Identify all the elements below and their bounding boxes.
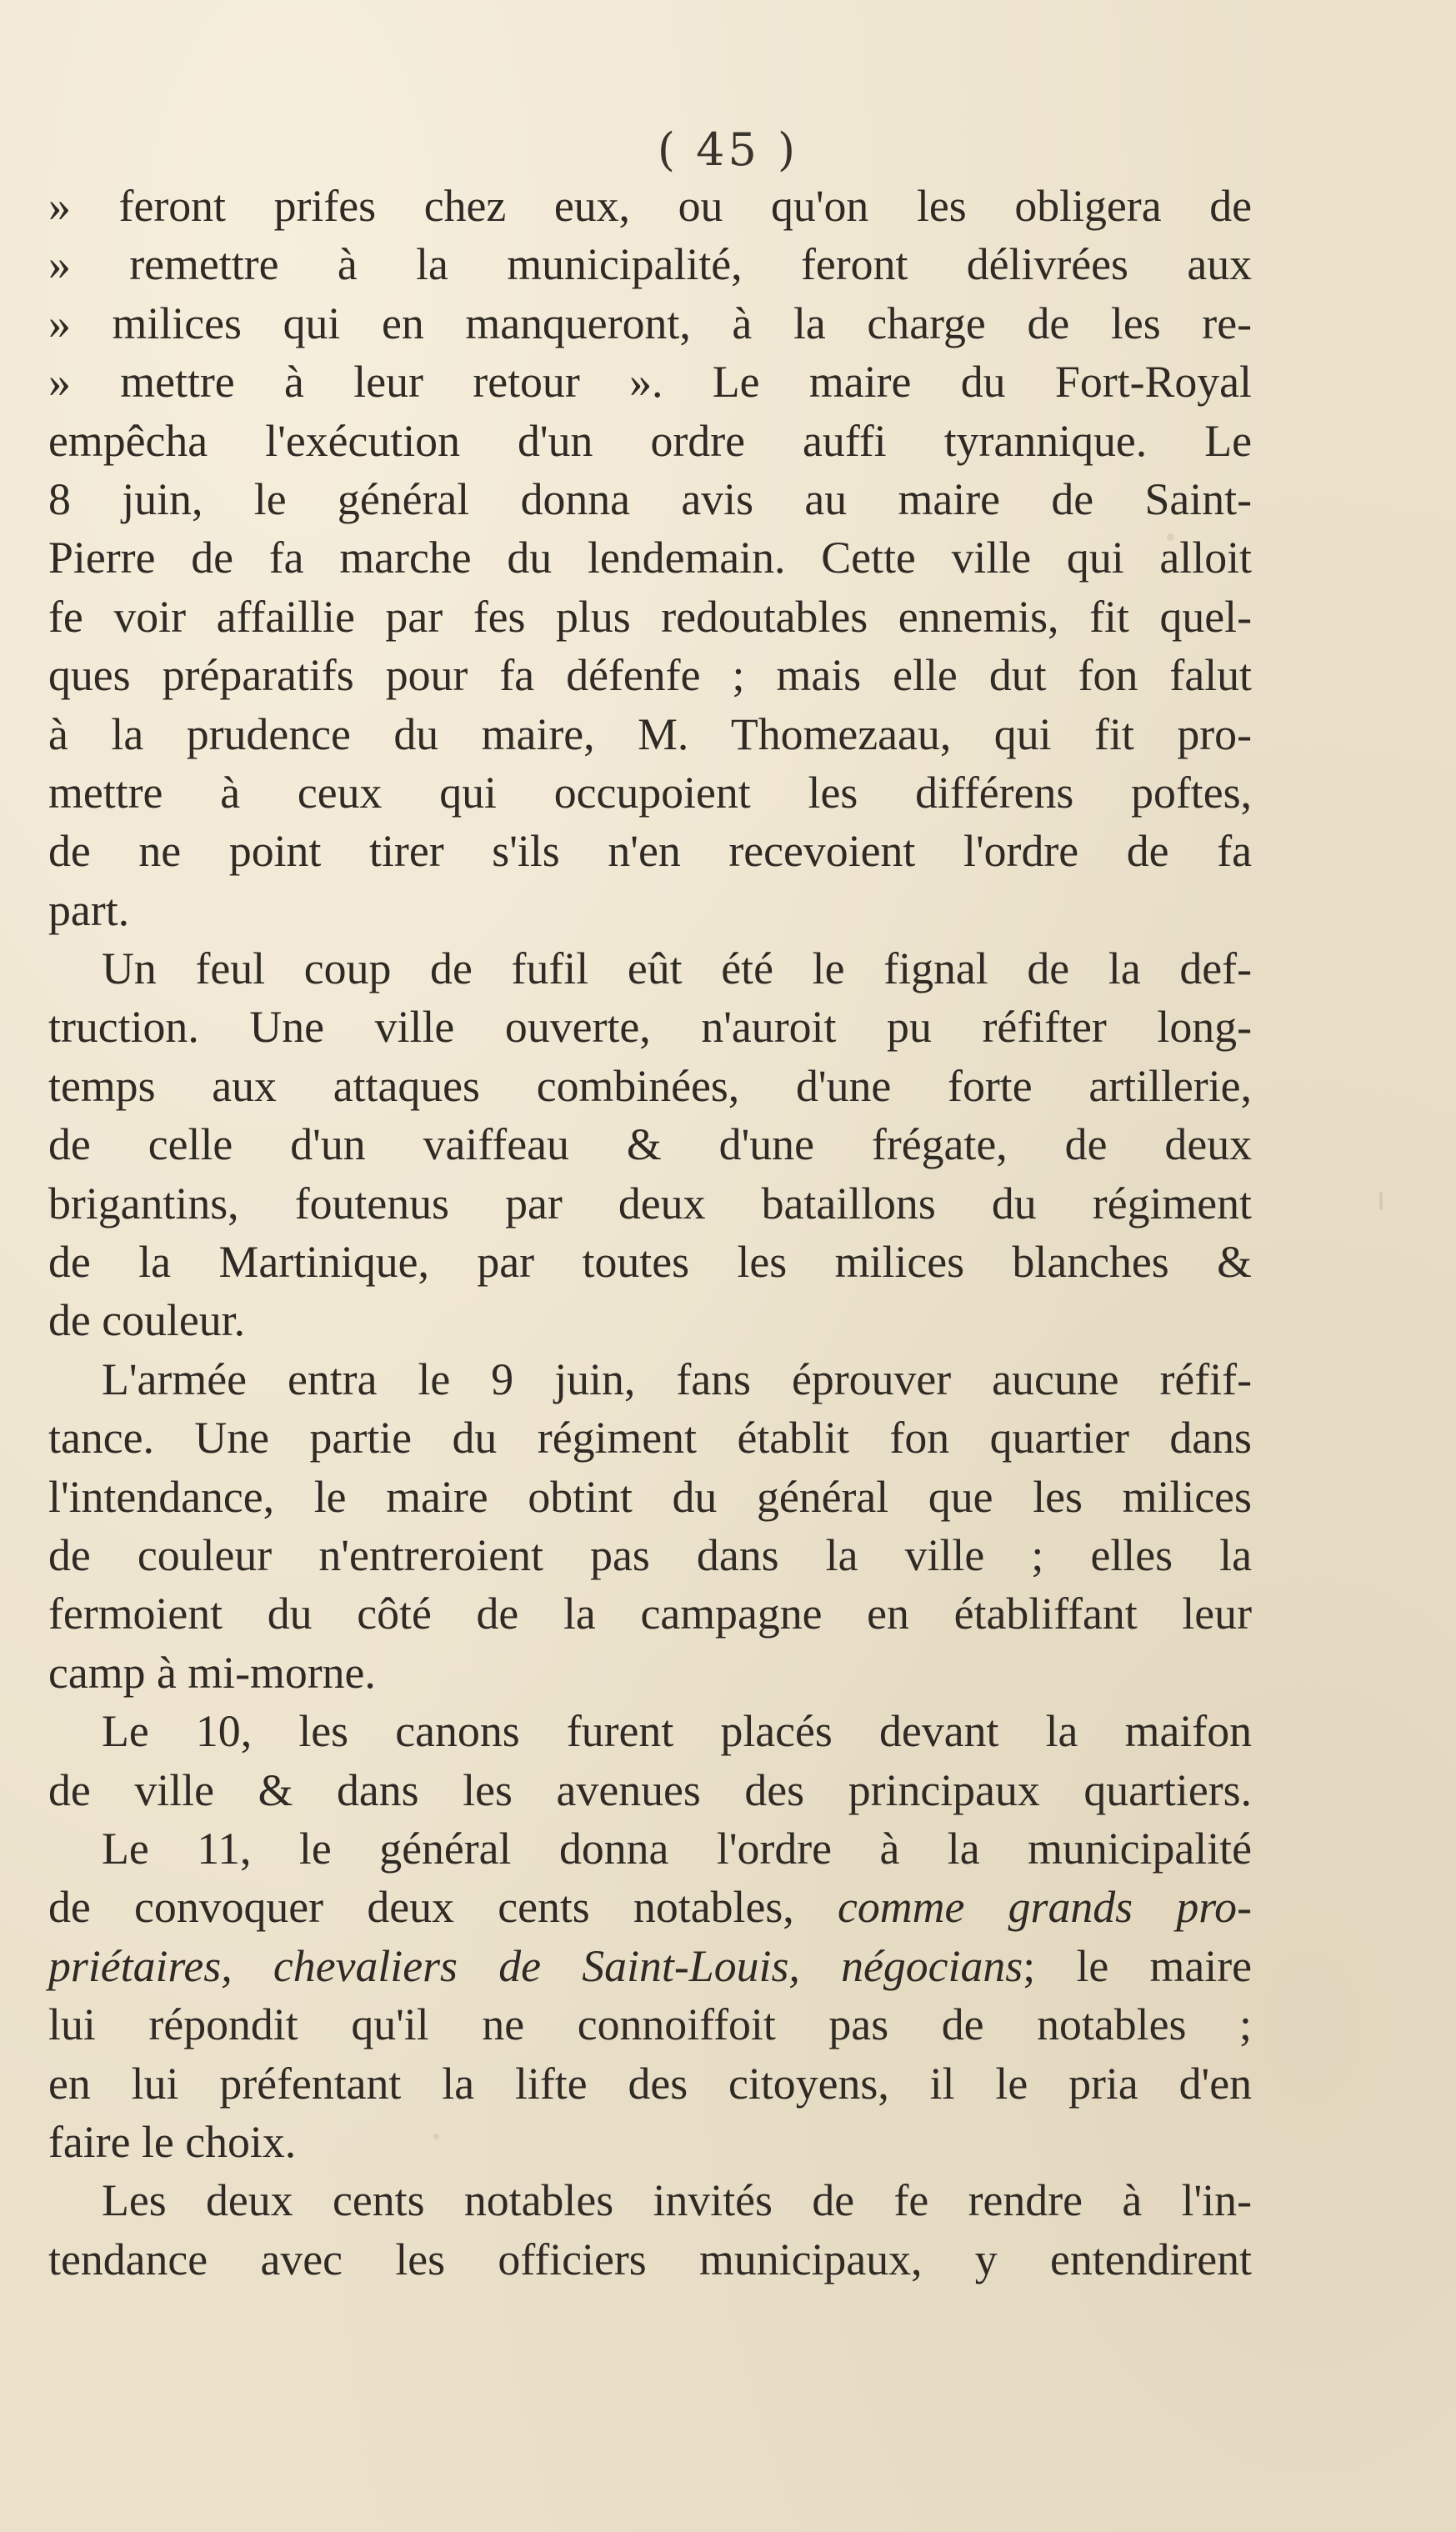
- text-line: fermoient du côté de la campagne en établiffant leur: [48, 1589, 1252, 1639]
- text-line: brigantins, foutenus par deux bataillons du régiment: [48, 1178, 1252, 1228]
- text-line: Pierre de fa marche du lendemain. Cette ville qui alloit: [48, 533, 1252, 583]
- page-number: ( 45 ): [657, 123, 799, 176]
- text-line: » milices qui en manqueront, à la charge de les re-: [48, 298, 1252, 348]
- italic-phrase: priétaires, chevaliers de Saint-Louis, négocians: [48, 1940, 1023, 1991]
- text-line: » feront prifes chez eux, ou qu'on les obligera de: [48, 181, 1252, 231]
- text-line: fe voir affaillie par fes plus redoutables ennemis, fit quel-: [48, 591, 1252, 642]
- text-line: camp à mi-morne.: [48, 1647, 376, 1698]
- paper-mark: [1379, 1192, 1383, 1210]
- text-line: de celle d'un vaiffeau & d'une frégate, de deux: [48, 1119, 1252, 1170]
- text-line: L'armée entra le 9 juin, fans éprouver aucune réfif-: [102, 1354, 1252, 1404]
- text-line: en lui préfentant la lifte des citoyens, il le pria d'en: [48, 2058, 1252, 2109]
- text-line: » mettre à leur retour ». Le maire du Fort-Royal: [48, 357, 1252, 408]
- text-line: de ville & dans les avenues des principaux quartiers.: [48, 1764, 1252, 1815]
- text-line: part.: [48, 884, 130, 935]
- text-line: tance. Une partie du régiment établit fon quartier dans: [48, 1413, 1252, 1464]
- text-line: de convoquer deux cents notables, comme grands pro-: [48, 1882, 1252, 1933]
- text-line: mettre à ceux qui occupoient les différens poftes,: [48, 767, 1252, 818]
- text-line: » remettre à la municipalité, feront délivrées aux: [48, 239, 1252, 290]
- text-line: de couleur.: [48, 1295, 246, 1346]
- body-text: [48, 177, 1252, 2289]
- text-line: faire le choix.: [48, 2116, 297, 2167]
- text-line: lui répondit qu'il ne connoiffoit pas de notables ;: [48, 1999, 1252, 2050]
- text-line: l'intendance, le maire obtint du général que les milices: [48, 1471, 1252, 1522]
- text-line: de la Martinique, par toutes les milices blanches &: [48, 1237, 1252, 1288]
- italic-phrase: comme grands pro-: [838, 1882, 1252, 1933]
- text-line: de ne point tirer s'ils n'en recevoient l'ordre de fa: [48, 826, 1252, 877]
- text-line: à la prudence du maire, M. Thomezaau, qui fit pro-: [48, 708, 1252, 759]
- text-line: temps aux attaques combinées, d'une forte artillerie,: [48, 1060, 1252, 1111]
- text-line: Le 11, le général donna l'ordre à la municipalité: [102, 1823, 1252, 1874]
- text-line: 8 juin, le général donna avis au maire de Saint-: [48, 473, 1252, 524]
- text-line: de couleur n'entreroient pas dans la ville ; elles la: [48, 1529, 1252, 1580]
- text-line: empêcha l'exécution d'un ordre auffi tyrannique. Le: [48, 415, 1252, 466]
- text-line: Les deux cents notables invités de fe rendre à l'in-: [102, 2175, 1252, 2226]
- text-line: ques préparatifs pour fa défenfe ; mais elle dut fon falut: [48, 650, 1252, 701]
- text-line: tendance avec les officiers municipaux, y entendirent: [48, 2234, 1252, 2284]
- text-line: Un feul coup de fufil eût été le fignal de la def-: [102, 943, 1252, 994]
- text-line: Le 10, les canons furent placés devant la maifon: [102, 1706, 1252, 1757]
- text-line: priétaires, chevaliers de Saint-Louis, négocians; le maire: [48, 1940, 1252, 1991]
- text-line: truction. Une ville ouverte, n'auroit pu réfifter long-: [48, 1002, 1252, 1053]
